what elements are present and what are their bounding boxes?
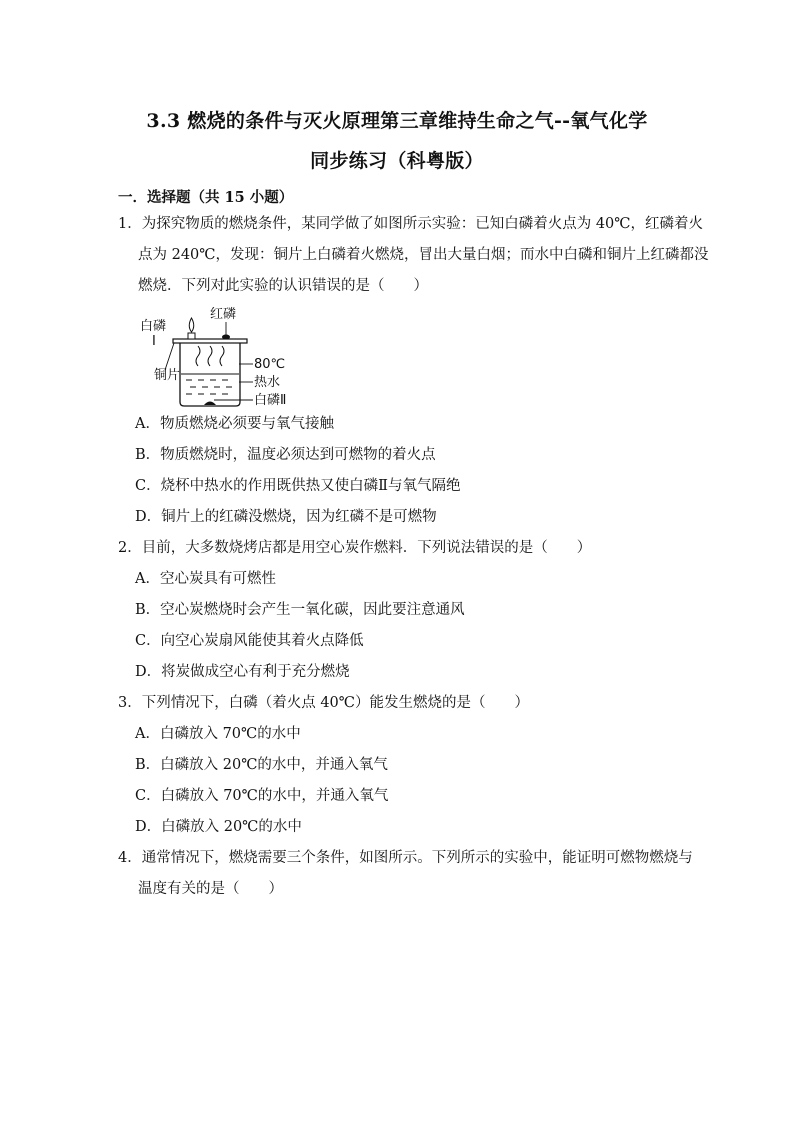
question-2-option-c: C．向空心炭扇风能使其着火点降低	[135, 633, 364, 649]
question-2-option-a: A．空心炭具有可燃性	[135, 571, 276, 587]
figure-label-white-phosphorus-2: 白磷Ⅱ	[254, 393, 287, 408]
question-1-line-3: 燃烧．下列对此实验的认识错误的是（ ）	[138, 278, 428, 294]
question-4-line-1: 4．通常情况下，燃烧需要三个条件，如图所示。下列所示的实验中，能证明可燃物燃烧与	[118, 850, 693, 866]
figure-label-temperature: 80℃	[254, 357, 286, 372]
question-1-line-2: 点为 240℃，发现：铜片上白磷着火燃烧，冒出大量白烟；而水中白磷和铜片上红磷都没	[138, 247, 709, 263]
figure-label-roman-1: Ⅰ	[152, 334, 156, 349]
figure-label-red-phosphorus: 红磷	[210, 307, 237, 322]
experiment-figure	[140, 302, 300, 410]
question-3-line-1: 3．下列情况下，白磷（着火点 40℃）能发生燃烧的是（ ）	[118, 695, 530, 711]
document-title-line-1: 3.3 燃烧的条件与灭火原理第三章维持生命之气--氧气化学	[146, 110, 648, 132]
copper-sheet-shape	[173, 339, 247, 343]
question-1-option-a: A．物质燃烧必须要与氧气接触	[135, 416, 334, 432]
figure-label-white-phosphorus-1: 白磷	[140, 319, 167, 334]
question-1-option-c: C．烧杯中热水的作用既供热又使白磷Ⅱ与氧气隔绝	[135, 478, 461, 494]
vapor-waves	[196, 346, 224, 366]
question-3-option-c: C．白磷放入 70℃的水中，并通入氧气	[135, 788, 389, 804]
flame-shape	[189, 318, 194, 332]
question-3-option-b: B．白磷放入 20℃的水中，并通入氧气	[135, 757, 388, 773]
figure-label-copper-sheet: 铜片	[154, 368, 181, 383]
question-1-option-b: B．物质燃烧时，温度必须达到可燃物的着火点	[135, 447, 436, 463]
water-dashes	[186, 380, 232, 394]
question-2-option-d: D．将炭做成空心有利于充分燃烧	[135, 664, 350, 680]
question-2-option-b: B．空心炭燃烧时会产生一氧化碳，因此要注意通风	[135, 602, 465, 618]
question-3-option-a: A．白磷放入 70℃的水中	[135, 726, 301, 742]
question-1-line-1: 1．为探究物质的燃烧条件，某同学做了如图所示实验：已知白磷着火点为 40℃，红磷着火	[118, 216, 704, 232]
beaker-apparatus-diagram	[140, 302, 300, 410]
figure-label-hot-water: 热水	[254, 375, 281, 390]
document-title-line-2: 同步练习（科粤版）	[310, 150, 484, 172]
white-phosphorus-2-shape	[204, 402, 216, 406]
question-2-line-1: 2．目前，大多数烧烤店都是用空心炭作燃料．下列说法错误的是（ ）	[118, 540, 592, 556]
red-phosphorus-shape	[222, 335, 230, 340]
white-phosphorus-1-shape	[188, 333, 195, 339]
section-heading: 一．选择题（共 15 小题）	[118, 189, 294, 206]
question-3-option-d: D．白磷放入 20℃的水中	[135, 819, 302, 835]
question-1-option-d: D．铜片上的红磷没燃烧，因为红磷不是可燃物	[135, 509, 437, 525]
question-4-line-2: 温度有关的是（ ）	[138, 881, 283, 897]
